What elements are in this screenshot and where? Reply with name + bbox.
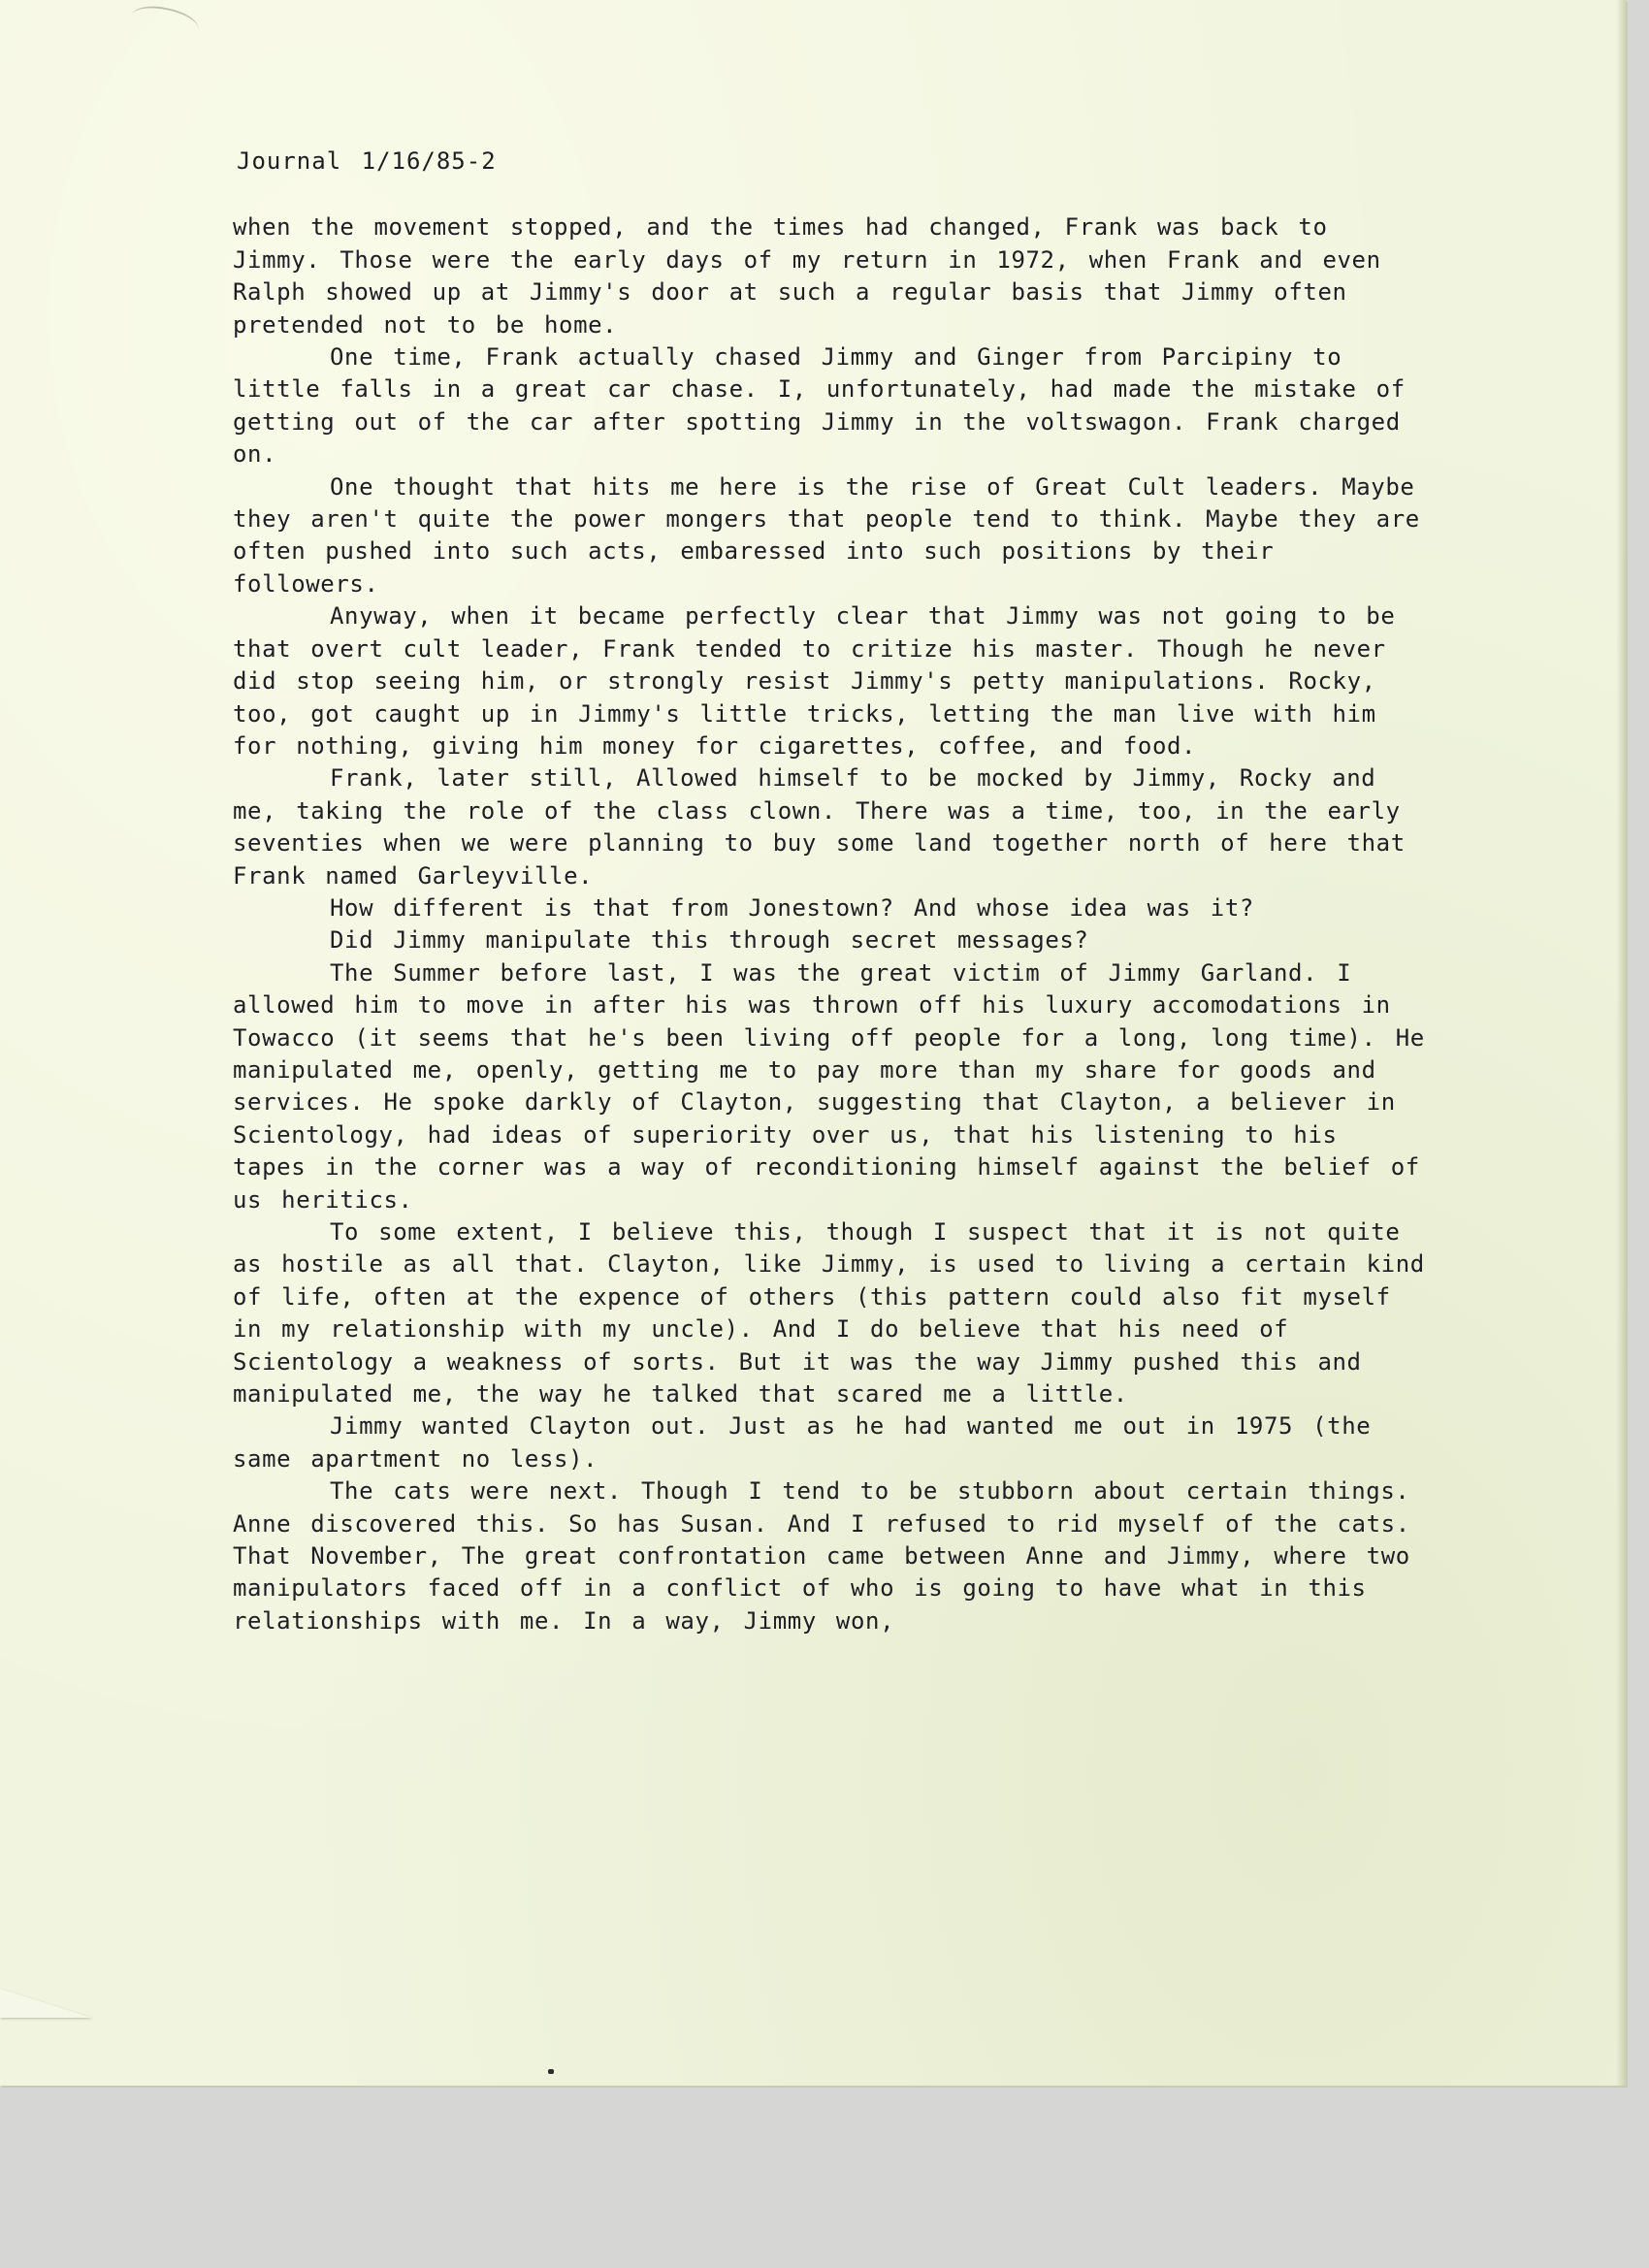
paragraph-7: Did Jimmy manipulate this through secret messages? bbox=[330, 926, 1089, 955]
paragraph-6: How different is that from Jonestown? And whose idea was it? bbox=[330, 893, 1254, 922]
paragraph-5: Frank, later still, Allowed himself to be mocked by Jimmy, Rocky and me, taking the role of the class clown. There was a time, too, in the early seventies when we were planning to buy some land together north of here that Frank named Garleyville. bbox=[233, 764, 1406, 890]
journal-heading: Journal 1/16/85-2 bbox=[237, 147, 497, 175]
paragraph-2: One time, Frank actually chased Jimmy and Ginger from Parcipiny to little falls in a great car chase. I, unfortunately, had made the mistake of getting out of the car after spotting Jimmy in the voltswagon. Frank charged on. bbox=[233, 343, 1406, 469]
ink-speck bbox=[548, 2069, 554, 2074]
paragraph-9: To some extent, I believe this, though I suspect that it is not quite as hostile as all that. Clayton, like Jimmy, is used to living a certain kind of life, often at the expence of others (this pattern could also fit myself in my relationship with my uncle). And I do believe that his need of Scientology a weakness of sorts. But it was the way Jimmy pushed this and manipulated me, the way he talked that scared me a little. bbox=[233, 1218, 1425, 1409]
paper-edge bbox=[1616, 0, 1626, 2086]
paragraph-3: One thought that hits me here is the rise of Great Cult leaders. Maybe they aren't quite the power mongers that people tend to think. Maybe they are often pushed into such acts, embaressed into such positions by their followers. bbox=[233, 472, 1420, 598]
folded-corner bbox=[0, 1989, 92, 2018]
paragraph-10: Jimmy wanted Clayton out. Just as he had wanted me out in 1975 (the same apartment no less). bbox=[233, 1412, 1372, 1473]
paragraph-4: Anyway, when it became perfectly clear that Jimmy was not going to be that overt cult leader, Frank tended to critize his master. Though he never did stop seeing him, or strongly resist Jimmy's petty manipulations. Rocky, too, got caught up in Jimmy's little tricks, letting the man live with him for nothing, giving him money for cigarettes, coffee, and food. bbox=[233, 602, 1396, 760]
paragraph-8: The Summer before last, I was the great victim of Jimmy Garland. I allowed him to move in after his was thrown off his luxury accomodations in Towacco (it seems that he's been living off people for a long, long time). He manipulated me, openly, getting me to pay more than my share for goods and services. He spoke darkly of Clayton, suggesting that Clayton, a believer in Scientology, had ideas of superiority over us, that his listening to his tapes in the corner was a way of reconditioning himself against the belief of us heritics. bbox=[233, 958, 1425, 1214]
staple-mark bbox=[129, 1, 202, 44]
paragraph-11: The cats were next. Though I tend to be stubborn about certain things. Anne discovered this. So has Susan. And I refused to rid myself of the cats. That November, The great confrontation came between Anne and Jimmy, where two manipulators faced off in a conflict of who is going to have what in this relationships with me. In a way, Jimmy won, bbox=[233, 1477, 1410, 1635]
journal-page bbox=[233, 146, 1426, 1637]
paragraph-1: when the movement stopped, and the times had changed, Frank was back to Jimmy. Those were the early days of my return in 1972, when Frank and even Ralph showed up at Jimmy's door at such a regular basis that Jimmy often pretended not to be home. bbox=[233, 213, 1381, 339]
